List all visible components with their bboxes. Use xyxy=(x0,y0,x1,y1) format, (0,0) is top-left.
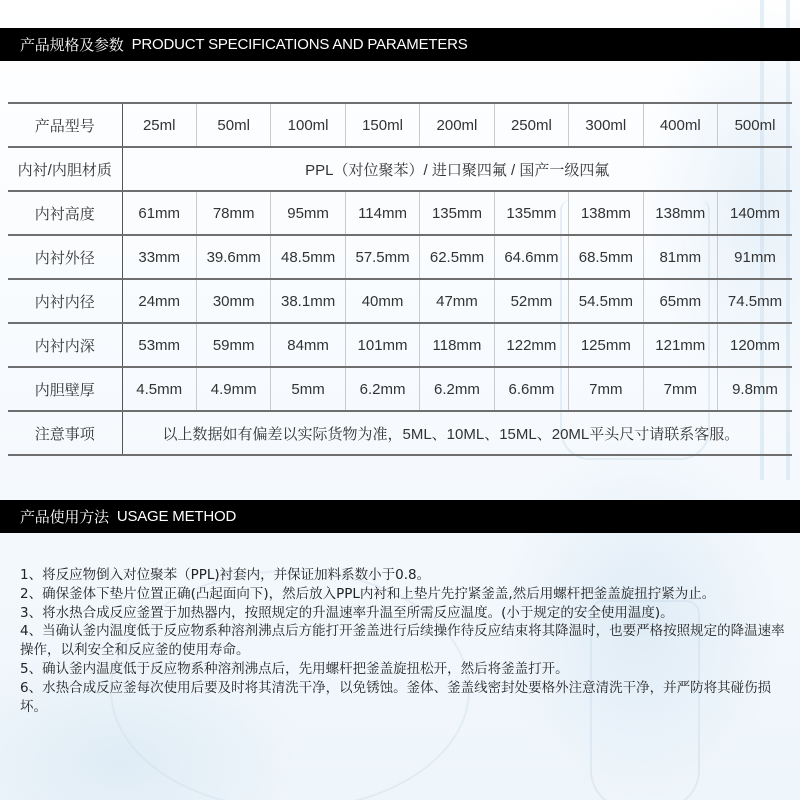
table-cell: 7mm xyxy=(569,367,643,411)
row-label: 内衬内径 xyxy=(8,279,122,323)
note-value: 以上数据如有偏差以实际货物为准，5ML、10ML、15ML、20ML平头尺寸请联系客服。 xyxy=(122,411,792,455)
table-cell: 4.5mm xyxy=(122,367,196,411)
table-cell: 61mm xyxy=(122,191,196,235)
table-cell: 114mm xyxy=(345,191,419,235)
table-cell: 118mm xyxy=(420,323,494,367)
table-cell: 138mm xyxy=(569,191,643,235)
usage-step: 6、水热合成反应釜每次使用后要及时将其清洗干净，以免锈蚀。釜体、釜盖线密封处要格外注意清洗干净，并严防将其碰伤损坏。 xyxy=(20,679,772,715)
model-cell: 400ml xyxy=(643,103,717,147)
table-cell: 40mm xyxy=(345,279,419,323)
table-cell: 5mm xyxy=(271,367,345,411)
table-cell: 135mm xyxy=(420,191,494,235)
model-cell: 150ml xyxy=(345,103,419,147)
table-cell: 6.2mm xyxy=(345,367,419,411)
table-row-model xyxy=(8,103,792,147)
table-cell: 64.6mm xyxy=(494,235,568,279)
table-row xyxy=(8,191,792,235)
usage-step: 5、确认釜内温度低于反应物系种溶剂沸点后，先用螺杆把釜盖旋扭松开，然后将釜盖打开。 xyxy=(20,660,569,677)
table-cell: 78mm xyxy=(196,191,270,235)
table-cell: 121mm xyxy=(643,323,717,367)
row-label: 内衬/内胆材质 xyxy=(8,147,122,191)
table-cell: 101mm xyxy=(345,323,419,367)
model-cell: 50ml xyxy=(196,103,270,147)
table-cell: 120mm xyxy=(718,323,793,367)
table-cell: 84mm xyxy=(271,323,345,367)
material-value: PPL（对位聚苯）/ 进口聚四氟 / 国产一级四氟 xyxy=(122,147,792,191)
table-cell: 6.6mm xyxy=(494,367,568,411)
table-row-note xyxy=(8,411,792,455)
row-label: 内衬外径 xyxy=(8,235,122,279)
table-cell: 57.5mm xyxy=(345,235,419,279)
model-cell: 25ml xyxy=(122,103,196,147)
table-cell: 62.5mm xyxy=(420,235,494,279)
table-cell: 24mm xyxy=(122,279,196,323)
usage-step: 1、将反应物倒入对位聚苯（PPL)衬套内，并保证加料系数小于0.8。 xyxy=(20,567,431,583)
table-cell: 33mm xyxy=(122,235,196,279)
table-cell: 68.5mm xyxy=(569,235,643,279)
row-label: 内衬高度 xyxy=(8,191,122,235)
table-row xyxy=(8,279,792,323)
model-cell: 100ml xyxy=(271,103,345,147)
table-cell: 140mm xyxy=(718,191,793,235)
table-cell: 122mm xyxy=(494,323,568,367)
table-cell: 125mm xyxy=(569,323,643,367)
table-cell: 81mm xyxy=(643,235,717,279)
model-cell: 200ml xyxy=(420,103,494,147)
model-cell: 500ml xyxy=(718,103,793,147)
table-row-material xyxy=(8,147,792,191)
table-cell: 52mm xyxy=(494,279,568,323)
table-cell: 138mm xyxy=(643,191,717,235)
row-label: 注意事项 xyxy=(8,411,122,455)
usage-step: 3、将水热合成反应釜置于加热器内，按照规定的升温速率升温至所需反应温度。(小于规定的安全使用温度)。 xyxy=(20,604,674,621)
table-row xyxy=(8,367,792,411)
table-cell: 7mm xyxy=(643,367,717,411)
table-cell: 95mm xyxy=(271,191,345,235)
specs-section-header xyxy=(0,28,800,61)
specs-title-cn: 产品规格及参数 xyxy=(20,37,124,54)
row-label: 内胆壁厚 xyxy=(8,367,122,411)
usage-section-header xyxy=(0,500,800,533)
table-cell: 54.5mm xyxy=(569,279,643,323)
table-cell: 38.1mm xyxy=(271,279,345,323)
specs-title-en: PRODUCT SPECIFICATIONS AND PARAMETERS xyxy=(131,36,468,53)
row-label: 内衬内深 xyxy=(8,323,122,367)
table-cell: 91mm xyxy=(718,235,793,279)
row-label: 产品型号 xyxy=(8,103,122,147)
table-cell: 6.2mm xyxy=(420,367,494,411)
table-cell: 4.9mm xyxy=(196,367,270,411)
table-cell: 65mm xyxy=(643,279,717,323)
table-cell: 59mm xyxy=(196,323,270,367)
table-row xyxy=(8,235,792,279)
spec-table xyxy=(8,102,792,456)
usage-step: 4、当确认釜内温度低于反应物系种溶剂沸点后方能打开釜盖进行后续操作待反应结束将其降温时，也要严格按照规定的降温速率操作，以利安全和反应釜的使用寿命。 xyxy=(20,623,785,659)
table-cell: 39.6mm xyxy=(196,235,270,279)
model-cell: 250ml xyxy=(494,103,568,147)
table-cell: 53mm xyxy=(122,323,196,367)
table-row xyxy=(8,323,792,367)
table-cell: 135mm xyxy=(494,191,568,235)
table-cell: 30mm xyxy=(196,279,270,323)
usage-title-en: USAGE METHOD xyxy=(116,508,237,525)
table-cell: 48.5mm xyxy=(271,235,345,279)
usage-step: 2、确保釜体下垫片位置正确(凸起面向下)，然后放入PPL内衬和上垫片先拧紧釜盖,然后用螺杆把釜盖旋扭拧紧为止。 xyxy=(20,585,716,602)
table-cell: 74.5mm xyxy=(718,279,793,323)
usage-steps xyxy=(20,566,790,716)
table-cell: 47mm xyxy=(420,279,494,323)
table-cell: 9.8mm xyxy=(718,367,793,411)
usage-title-cn: 产品使用方法 xyxy=(20,509,109,526)
model-cell: 300ml xyxy=(569,103,643,147)
